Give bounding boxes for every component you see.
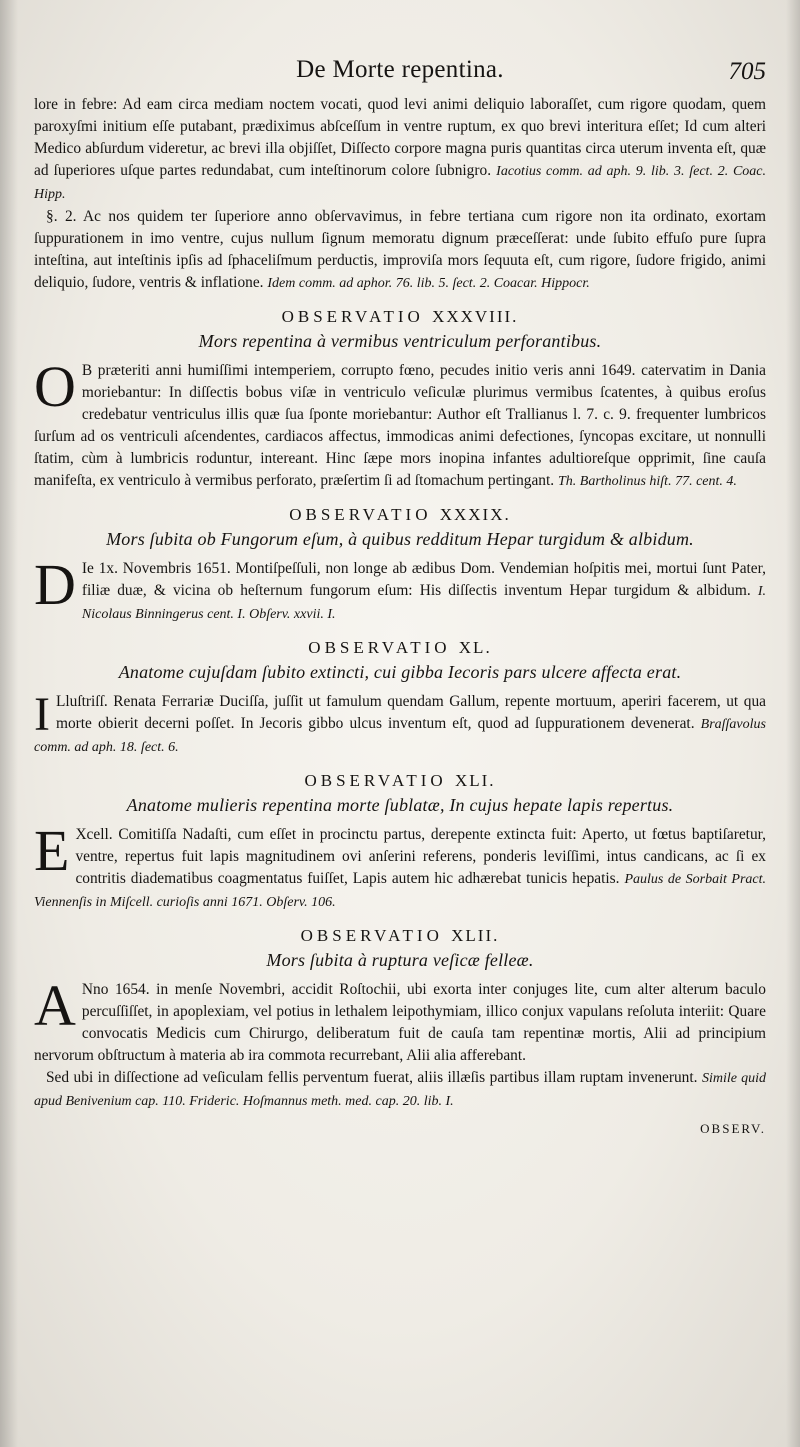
citation: I. Nicolaus Binningerus cent. I. Obſerv. xxvii. I. xyxy=(81,584,766,622)
observation-41 xyxy=(34,771,766,914)
observation-label: OBSERVATIO xyxy=(300,926,443,945)
observation-number: XLII. xyxy=(451,926,500,945)
observation-number: XXXVIII. xyxy=(432,307,519,326)
observation-label: OBSERVATIO xyxy=(308,638,451,657)
page-number: 705 xyxy=(728,58,766,85)
intro-text: lore in febre: Ad eam circa mediam noctem vocati, quod levi animi deliquio laboraſſet, cum rigore quodam, quem paroxyſmi initium eſſe putabant, prædiximus abſceſſum in ventre ruptum, ex quo brevi interitura eſſet; Id cum alteri Medico abſurdum videretur, ac brevi illa objiſſet, Diſſecto corpore magna puris quantitas circa uterum inventa eſt, quæ ad ſuperiores uſque partes redundabat, cum inteſtinorum colore ſubnigro. xyxy=(34,96,766,179)
intro-paragraph xyxy=(34,206,766,295)
intro-paragraph xyxy=(34,94,766,206)
observation-number: XL. xyxy=(458,638,492,657)
observation-number: XLI. xyxy=(454,771,496,790)
citation: Iacotius comm. ad aph. 9. lib. 3. ſect. 2. Coac. Hipp. xyxy=(34,164,766,202)
body-text: B præteriti anni humiſſimi intemperiem, corrupto fœno, pecudes initio veris anni 1649. catervatim in Dania moriebantur: In diſſectis bobus viſæ in ventriculo veſiculæ plurimus vermibus ſcatentes, à quibus eroſus credebatur ventriculus illis quæ ſua ſponte moriebantur: Author eſt Trallianus l. 7. c. 9. frequenter lumbricos ſurſum ad os ventriculi aſcendentes, cardiacos affectus, immodicas animi defectiones, ſyncopas excitare, ut nonnulli ſtatim, cùm à lumbricis roduntur, intereant. Hinc ſæpe mors inopina infantes adultioreſque opprimit, ſine cauſa manifeſta, ex ventriculo à vermibus perforato, præſertim ſi ad ſtomachum pertingant. xyxy=(34,362,766,489)
observation-heading xyxy=(34,307,766,327)
observation-label: OBSERVATIO xyxy=(289,505,432,524)
continued-observation xyxy=(34,94,766,295)
running-head xyxy=(34,56,766,90)
body-text: Nno 1654. in menſe Novembri, accidit Roſtochii, ubi exorta inter conjuges lite, cum alter alterum baculo percuſſiſſet, in apoplexiam, vel potius in lethalem leipothymiam, illico conjux vapulans reſoluta interiit: Quare convocatis Medicis cum Chirurgo, deliberatum fuit de cauſa tam repentinæ mortis, Alii ad principium nervorum obſtructum à materia ab ira commota recurrebant, Alii alia afferebant. xyxy=(34,981,766,1064)
drop-cap: O xyxy=(34,354,76,419)
observation-text xyxy=(34,552,766,626)
observation-heading xyxy=(34,638,766,658)
intro-text: §. 2. Ac nos quidem ter ſuperiore anno obſervavimus, in febre tertiana cum rigore non ita ordinato, exortam ſuppurationem in imo ventre, cujus nullum ſignum memoratu dignum præceſſerat: unde ſubito effuſo pure ſupra inteſtina, aut inteſtinis ipſis ad ſphaceliſmum perductis, improviſa mors ſequuta eſt, cum rigore, ſudore frigido, animi deliquio, ſudore, ventris & inflatione. xyxy=(34,208,766,291)
body-text: Lluſtriſſ. Renata Ferrariæ Duciſſa, juſſit ut famulum quendam Gallum, repente mortuum, aperiri facerem, ut qua morte obierit decerni poſſet. In Jecoris gibbo ulcus inventum eſt, quod ad ſuppurationem devenerat. xyxy=(55,693,766,732)
observation-40 xyxy=(34,638,766,759)
citation: Th. Bartholinus hiſt. 77. cent. 4. xyxy=(558,474,737,489)
observation-title: Mors ſubita ob Fungorum eſum, à quibus redditum Hepar turgidum & albidum. xyxy=(106,529,694,549)
body-text: Sed ubi in diſſectione ad veſiculam fellis perventum fuerat, aliis illæſis partibus illam ruptam invenerunt. xyxy=(46,1069,698,1086)
observation-title: Anatome mulieris repentina morte ſublatæ, In cujus hepate lapis repertus. xyxy=(126,795,674,815)
citation: Idem comm. ad aphor. 76. lib. 5. ſect. 2. Coacar. Hippocr. xyxy=(267,276,590,291)
citation: Paulus de Sorbait Pract. Viennenſis in Miſcell. curioſis anni 1671. Obſerv. 106. xyxy=(34,872,767,910)
observation-42 xyxy=(34,926,766,1113)
observation-label: OBSERVATIO xyxy=(281,307,424,326)
drop-cap: A xyxy=(34,973,76,1038)
observation-heading xyxy=(34,505,766,525)
observation-title: Anatome cujuſdam ſubito extincti, cui gibba Iecoris pars ulcere affecta erat. xyxy=(118,662,682,682)
observation-label: OBSERVATIO xyxy=(304,771,447,790)
observation-heading xyxy=(34,926,766,946)
drop-cap: D xyxy=(34,552,76,617)
observation-heading xyxy=(34,771,766,791)
observation-text xyxy=(34,818,767,914)
observation-title: Mors repentina à vermibus ventriculum perforantibus. xyxy=(198,331,602,351)
observation-number: XXXIX. xyxy=(439,505,511,524)
drop-cap: E xyxy=(34,818,70,883)
drop-cap: I xyxy=(34,688,50,741)
observation-38 xyxy=(34,307,766,493)
catchword: OBSERV. xyxy=(700,1121,766,1136)
body-text: Ie 1x. Novembris 1651. Montiſpeſſuli, non longe ab ædibus Dom. Vendemian hoſpitis mei, mortui ſunt Pater, filiæ duæ, & vicina ob heſternum fungorum eſum: His diſſectis inventum Hepar turgidum & albidum. xyxy=(81,560,766,599)
body-text: Xcell. Comitiſſa Nadaſti, cum eſſet in procinctu partus, derepente extincta fuit: Aperto, ut fœtus baptiſaretur, ventre, repertus fuit lapis magnitudinem ovi anſerini referens, ponderis leviſſimi, intus candicans, ac ſi ex contritis diadematibus coagmentatus fuiſſet, Lapis autem hic adhærebat tunicis hepatis. xyxy=(75,826,766,887)
observation-39 xyxy=(34,505,766,626)
citation: Braſſavolus comm. ad aph. 18. ſect. 6. xyxy=(34,717,766,755)
running-title: De Morte repentina. xyxy=(296,56,504,83)
observation-text xyxy=(34,973,766,1067)
observation-text xyxy=(34,688,766,759)
observation-title: Mors ſubita à ruptura veſicæ felleæ. xyxy=(266,950,534,970)
observation-text xyxy=(34,354,766,493)
citation: Simile quid apud Benivenium cap. 110. Frideric. Hoſmannus meth. med. cap. 20. lib. I. xyxy=(34,1071,766,1109)
observation-text xyxy=(34,1067,766,1113)
